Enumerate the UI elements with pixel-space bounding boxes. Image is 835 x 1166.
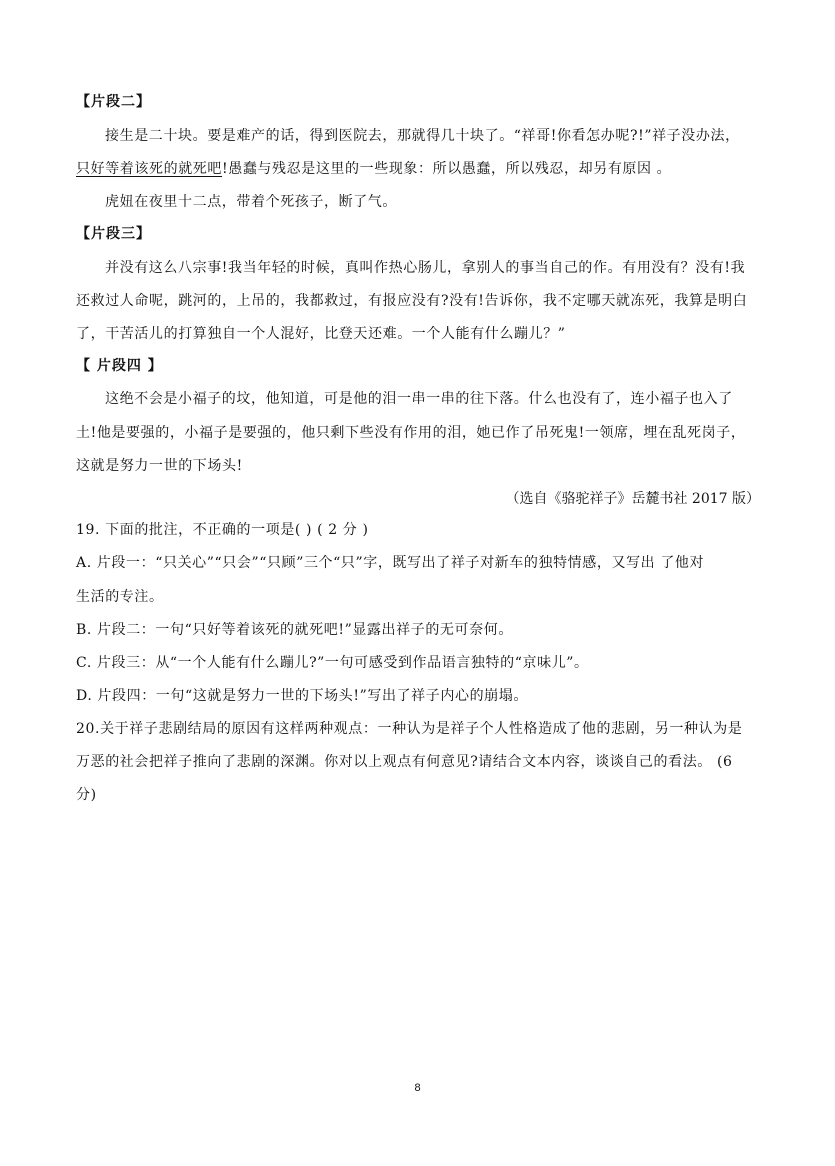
fragment3-line1: 并没有这么八宗事!我当年轻的时候，真叫作热心肠儿，拿别人的事当自己的作。有用没有？没有!我 — [105, 260, 746, 276]
fragment4-heading: 【 片段四 】 — [76, 358, 163, 374]
fragment4-line2: 土!他是要强的，小福子是要强的，他只剩下些没有作用的泪，她已作了吊死鬼!一领席，埋在乱死岗子， — [76, 425, 746, 441]
question19-option-c: C. 片段三：从“一个人能有什么蹦儿?”一句可感受到作品语言独特的“京味儿”。 — [76, 655, 589, 671]
fragment2-paragraph1-line2-rest: !愚蠢与残忍是这里的一些现象：所以愚蠢，所以残忍，却另有原因 。 — [222, 161, 672, 177]
fragment2-paragraph1-line2 — [76, 159, 766, 179]
fragment4-line3: 这就是努力一世的下场头! — [76, 458, 243, 474]
fragment3-heading: 【片段三】 — [76, 226, 151, 242]
question20-line1: 20.关于祥子悲剧结局的原因有这样两种观点：一种认为是祥子个人性格造成了他的悲剧，另一种认为是 — [76, 721, 743, 737]
fragment2-heading: 【片段二】 — [76, 94, 151, 110]
source-citation: （选自《骆驼祥子》岳麓书社 2017 版） — [505, 491, 760, 507]
fragment3-line3: 了，干苦活儿的打算独自一个人混好，比登天还难。一个人能有什么蹦儿？” — [76, 326, 566, 342]
fragment3-line2: 还救过人命呢，跳河的，上吊的，我都救过，有报应没有?没有!告诉你，我不定哪天就冻死，我算是明白 — [76, 293, 748, 309]
question19-stem: 19. 下面的批注，不正确的一项是( ) ( 2 分 ) — [76, 522, 369, 538]
question19-option-a-line2: 生活的专注。 — [76, 589, 164, 605]
question20-line2: 万恶的社会把祥子推向了悲剧的深渊。你对以上观点有何意见?请结合文本内容，谈谈自己的看法。 (6 — [76, 754, 733, 770]
fragment4-line1: 这绝不会是小福子的坟，他知道，可是他的泪一串一串的往下落。什么也没有了，连小福子也入了 — [105, 391, 733, 407]
question19-option-a-line1: A. 片段一：“只关心”“只会”“只顾”三个“只”字，既写出了祥子对新车的独特情感，又写出 了他对 — [76, 555, 705, 571]
page-number: 8 — [414, 1082, 421, 1094]
underlined-phrase: 只好等着该死的就死吧 — [76, 161, 222, 177]
question19-option-b: B. 片段二：一句“只好等着该死的就死吧!”显露出祥子的无可奈何。 — [76, 622, 513, 638]
question19-option-d: D. 片段四：一句“这就是努力一世的下场头!”写出了祥子内心的崩塌。 — [76, 688, 528, 704]
question20-line3: 分) — [76, 787, 97, 803]
fragment2-paragraph1-line1: 接生是二十块。要是难产的话，得到医院去，那就得几十块了。“祥哥!你看怎办呢?!”祥子没办法， — [105, 128, 740, 144]
fragment2-paragraph2: 虎妞在夜里十二点，带着个死孩子，断了气。 — [105, 194, 397, 210]
